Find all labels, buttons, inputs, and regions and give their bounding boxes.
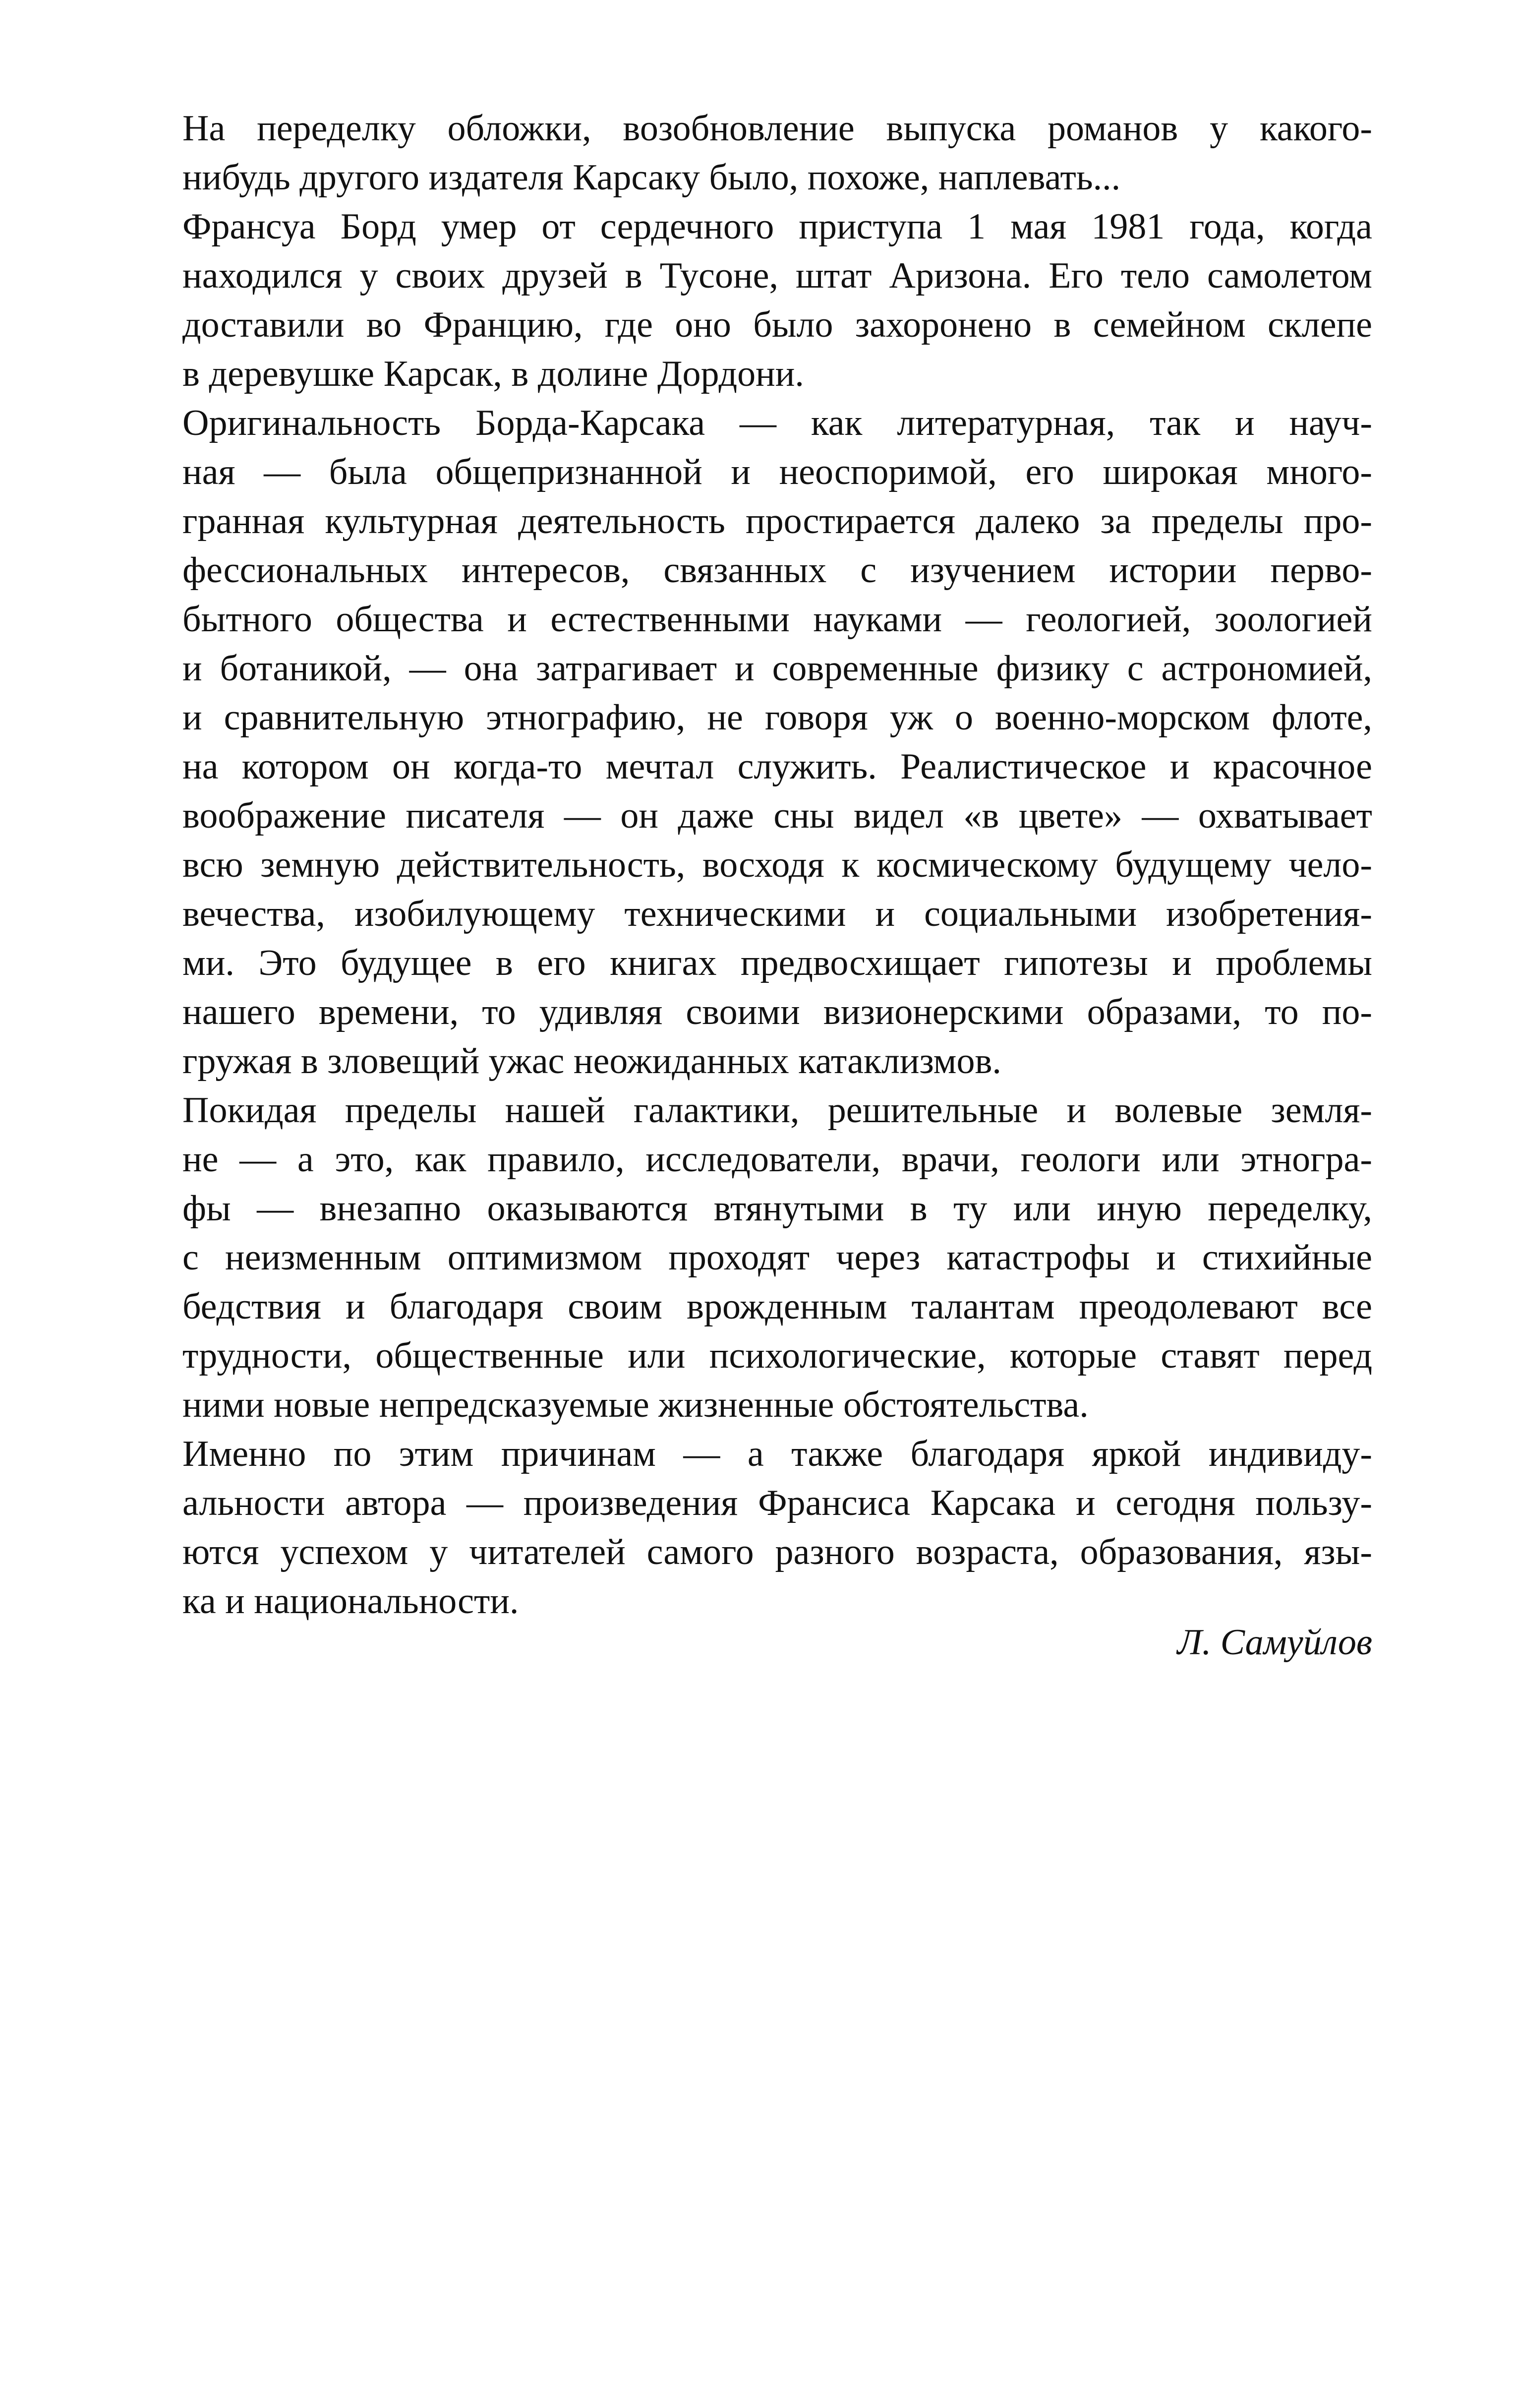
text-line: нашего времени, то удивляя своими визионерскими образами, то по- bbox=[182, 992, 1372, 1032]
text-line: Покидая пределы нашей галактики, решительные и волевые земля- bbox=[182, 1090, 1372, 1131]
text-line: фессиональных интересов, связанных с изучением истории перво- bbox=[182, 550, 1372, 591]
text-line: нибудь другого издателя Карсаку было, похоже, наплевать... bbox=[182, 157, 1121, 198]
text-line: ми. Это будущее в его книгах предвосхищает гипотезы и проблемы bbox=[182, 943, 1372, 983]
text-line: находился у своих друзей в Тусоне, штат Аризона. Его тело самолетом bbox=[182, 255, 1372, 296]
text-line: Оригинальность Борда-Карсака — как литературная, так и науч- bbox=[182, 403, 1372, 443]
text-line: ними новые непредсказуемые жизненные обстоятельства. bbox=[182, 1385, 1089, 1425]
text-line: На переделку обложки, возобновление выпуска романов у какого- bbox=[182, 108, 1372, 149]
paragraph bbox=[182, 202, 1372, 399]
text-line: всю земную действительность, восходя к космическому будущему чело- bbox=[182, 844, 1372, 885]
paragraph bbox=[182, 104, 1372, 202]
text-line: гранная культурная деятельность простирается далеко за пределы про- bbox=[182, 501, 1372, 542]
body-text bbox=[182, 104, 1372, 1626]
author-signature: Л. Самуйлов bbox=[1177, 1622, 1372, 1663]
paragraph bbox=[182, 1086, 1372, 1430]
text-line: вечества, изобилующему техническими и социальными изобретения- bbox=[182, 894, 1372, 934]
paragraph bbox=[182, 399, 1372, 1086]
text-line: альности автора — произведения Франсиса Карсака и сегодня пользу- bbox=[182, 1483, 1372, 1523]
text-line: воображение писателя — он даже сны видел «в цвете» — охватывает bbox=[182, 795, 1372, 836]
text-line: доставили во Францию, где оно было захоронено в семейном склепе bbox=[182, 304, 1372, 345]
text-line: ка и национальности. bbox=[182, 1581, 519, 1622]
text-line: в деревушке Карсак, в долине Дордони. bbox=[182, 354, 804, 394]
text-line: бытного общества и естественными науками — геологией, зоологией bbox=[182, 599, 1372, 640]
text-line: ются успехом у читателей самого разного возраста, образования, язы- bbox=[182, 1532, 1372, 1572]
text-line: Именно по этим причинам — а также благодаря яркой индивиду- bbox=[182, 1434, 1372, 1474]
text-line: Франсуа Борд умер от сердечного приступа 1 мая 1981 года, когда bbox=[182, 206, 1372, 247]
text-line: на котором он когда-то мечтал служить. Реалистическое и красочное bbox=[182, 746, 1372, 787]
text-line: бедствия и благодаря своим врожденным талантам преодолевают все bbox=[182, 1286, 1372, 1327]
text-line: не — а это, как правило, исследователи, врачи, геологи или этногра- bbox=[182, 1139, 1372, 1180]
text-line: с неизменным оптимизмом проходят через катастрофы и стихийные bbox=[182, 1237, 1372, 1278]
text-line: ная — была общепризнанной и неоспоримой, его широкая много- bbox=[182, 452, 1372, 492]
text-line: и сравнительную этнографию, не говоря уж о военно-морском флоте, bbox=[182, 697, 1372, 738]
text-line: и ботаникой, — она затрагивает и современные физику с астрономией, bbox=[182, 648, 1372, 689]
text-line: гружая в зловещий ужас неожиданных катаклизмов. bbox=[182, 1041, 1001, 1082]
text-line: фы — внезапно оказываются втянутыми в ту или иную переделку, bbox=[182, 1188, 1372, 1229]
paragraph bbox=[182, 1430, 1372, 1626]
text-line: трудности, общественные или психологические, которые ставят перед bbox=[182, 1335, 1372, 1376]
